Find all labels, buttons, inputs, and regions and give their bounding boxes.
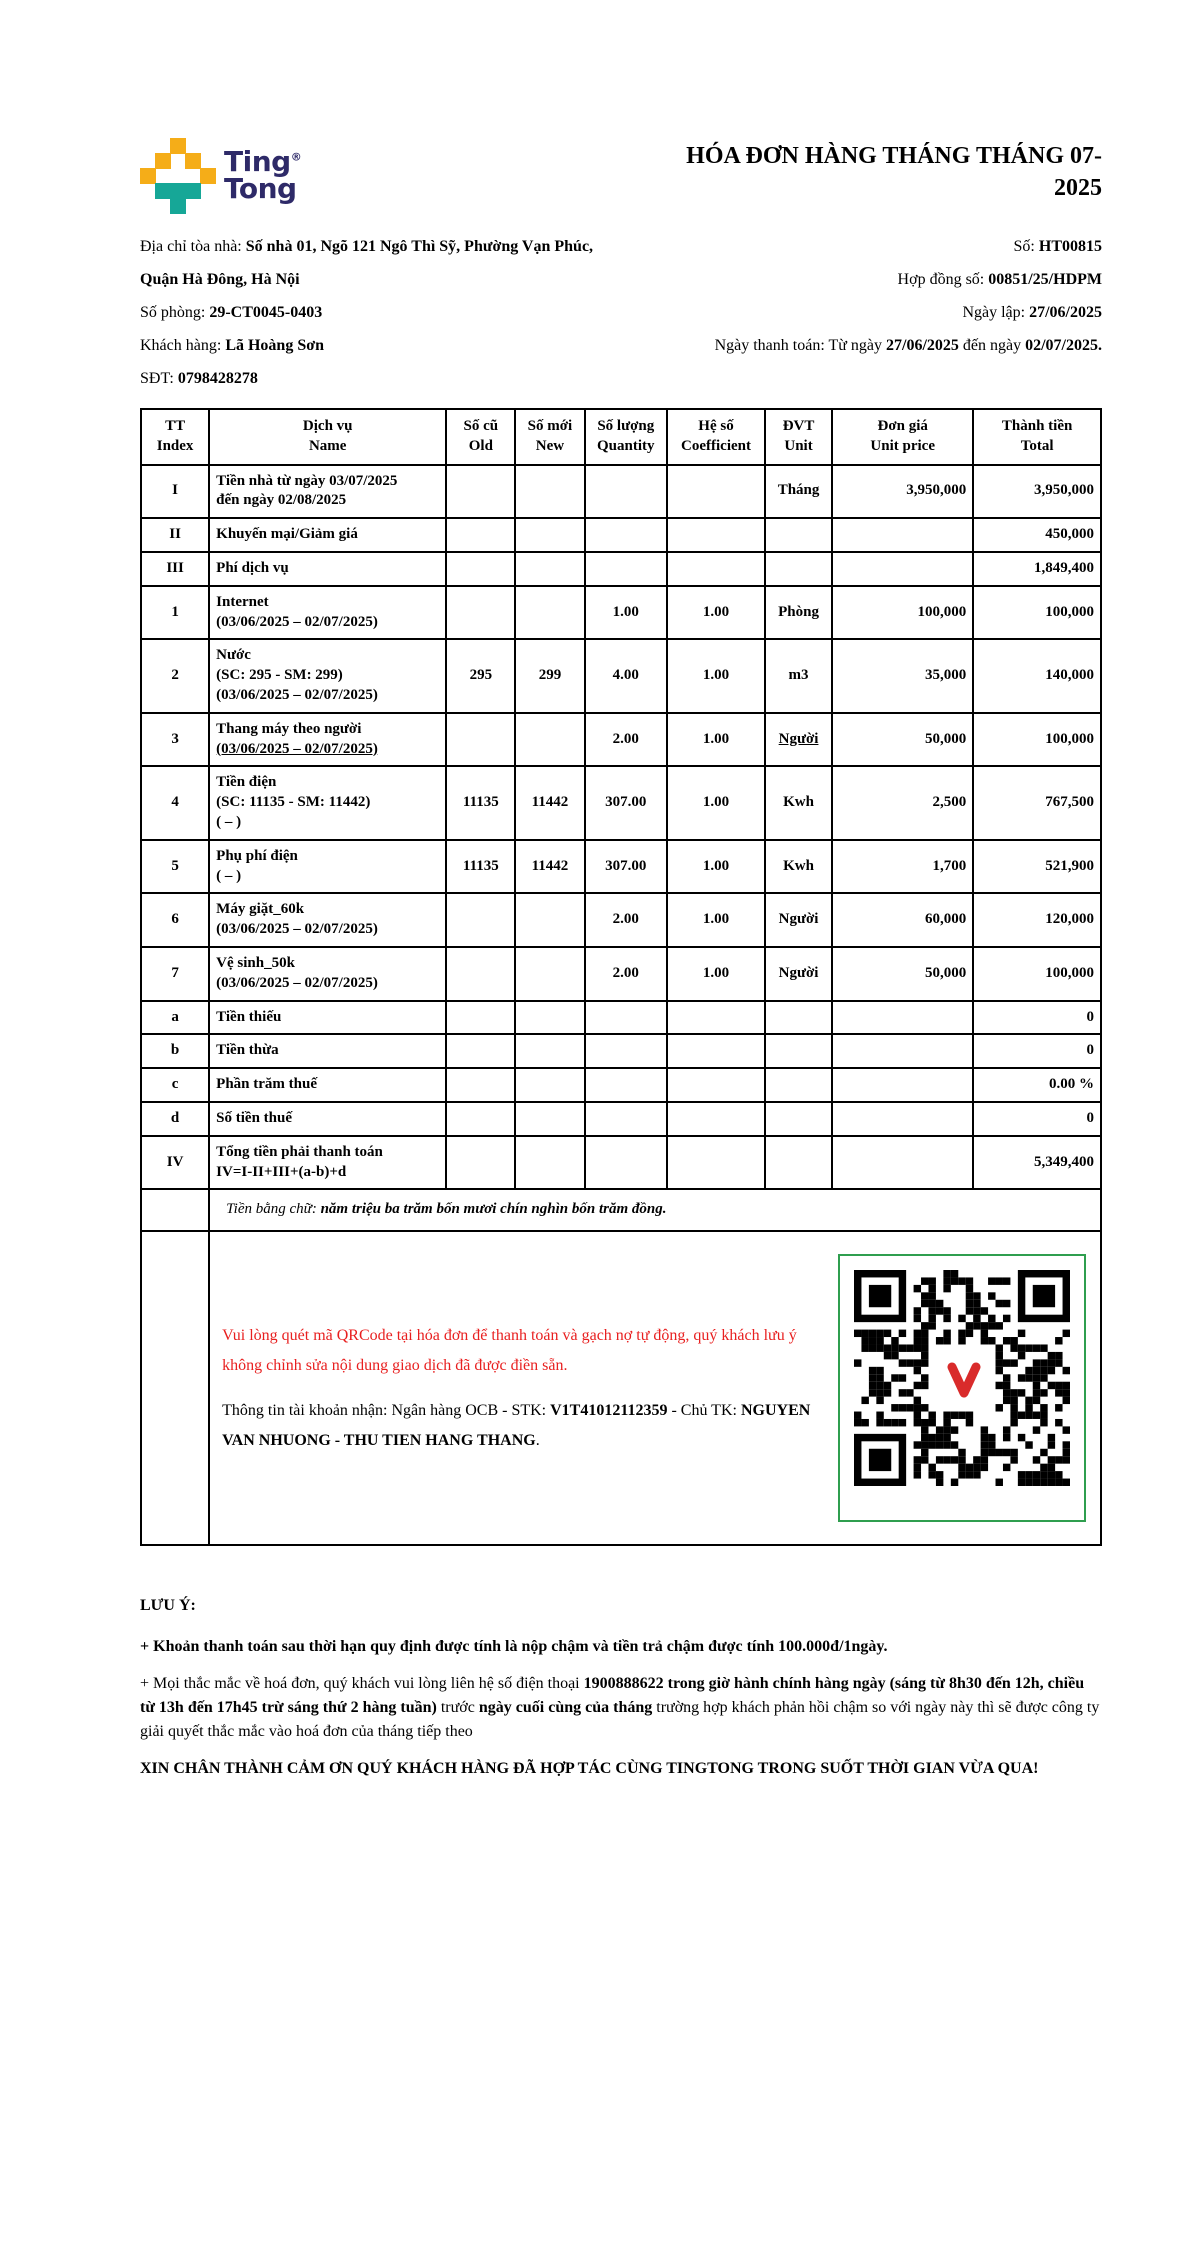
- issue-date: Ngày lập: 27/06/2025: [962, 304, 1102, 321]
- col-header-new: Số mới New: [515, 409, 584, 465]
- cell-qty: [585, 1102, 668, 1136]
- cell-price: [832, 518, 973, 552]
- cell-price: 2,500: [832, 766, 973, 839]
- cell-qty: [585, 1034, 668, 1068]
- customer-name: Khách hàng: Lã Hoàng Sơn: [140, 337, 324, 354]
- cell-tt: 2: [141, 639, 209, 712]
- cell-tt: c: [141, 1068, 209, 1102]
- cell-coef: [667, 465, 765, 519]
- cell-tt: 5: [141, 840, 209, 894]
- cell-new: [515, 1102, 584, 1136]
- table-row: [141, 840, 1101, 894]
- late-payment-note: + Khoản thanh toán sau thời hạn quy định được tính là nộp chậm và tiền trả chậm được tính 100.000đ/1ngày.: [140, 1638, 888, 1656]
- cell-coef: [667, 552, 765, 586]
- table-row: [141, 518, 1101, 552]
- invoice-table-body: [141, 465, 1101, 1190]
- table-row: [141, 1102, 1101, 1136]
- contact-note: + Mọi thắc mắc về hoá đơn, quý khách vui lòng liên hệ số điện thoại 1900888622 trong giờ hành chính hàng ngày (sáng từ 8h30 đến 12h, chiều từ 13h đến 17h45 trừ sáng thứ 2 hàng tuần) trước ngày cuối cùng của tháng trường hợp khách phản hồi chậm so với ngày này thì sẽ được công ty giải quyết thắc mắc vào hoá đơn của tháng tiếp theo: [140, 1675, 1100, 1741]
- cell-old: [446, 1102, 515, 1136]
- cell-coef: [667, 1136, 765, 1190]
- col-header-name: Dịch vụ Name: [209, 409, 446, 465]
- invoice-meta-right: [605, 230, 1102, 395]
- col-header-old: Số cũ Old: [446, 409, 515, 465]
- cell-name: Số tiền thuế: [209, 1102, 446, 1136]
- cell-coef: 1.00: [667, 639, 765, 712]
- cell-name: Nước (SC: 295 - SM: 299) (03/06/2025 – 02/07/2025): [209, 639, 446, 712]
- cell-tt: II: [141, 518, 209, 552]
- cell-qty: 307.00: [585, 840, 668, 894]
- cell-total: 3,950,000: [973, 465, 1101, 519]
- cell-new: [515, 586, 584, 640]
- table-row: [141, 1034, 1101, 1068]
- cell-old: [446, 518, 515, 552]
- customer-phone: SĐT: 0798428278: [140, 370, 258, 387]
- cell-total: 100,000: [973, 713, 1101, 767]
- cell-unit: [765, 518, 832, 552]
- cell-coef: 1.00: [667, 947, 765, 1001]
- cell-coef: 1.00: [667, 766, 765, 839]
- cell-total: 0: [973, 1001, 1101, 1035]
- cell-coef: 1.00: [667, 586, 765, 640]
- cell-name: Tiền điện (SC: 11135 - SM: 11442) ( – ): [209, 766, 446, 839]
- tingtong-logo-icon: [140, 138, 216, 214]
- cell-unit: [765, 1034, 832, 1068]
- table-row: [141, 552, 1101, 586]
- cell-coef: [667, 1102, 765, 1136]
- cell-old: [446, 1034, 515, 1068]
- cell-unit: [765, 1136, 832, 1190]
- cell-qty: 1.00: [585, 586, 668, 640]
- cell-unit: [765, 552, 832, 586]
- cell-qty: [585, 1136, 668, 1190]
- payment-instructions: [222, 1321, 838, 1455]
- tingtong-logo: [140, 138, 301, 214]
- cell-price: 60,000: [832, 893, 973, 947]
- cell-total: 5,349,400: [973, 1136, 1101, 1190]
- cell-new: 299: [515, 639, 584, 712]
- cell-qty: [585, 1001, 668, 1035]
- cell-total: 120,000: [973, 893, 1101, 947]
- cell-tt: 6: [141, 893, 209, 947]
- col-header-unit: ĐVT Unit: [765, 409, 832, 465]
- cell-new: [515, 713, 584, 767]
- cell-old: [446, 713, 515, 767]
- cell-unit: [765, 1001, 832, 1035]
- cell-tt: I: [141, 465, 209, 519]
- table-row: [141, 1068, 1101, 1102]
- cell-name: Internet (03/06/2025 – 02/07/2025): [209, 586, 446, 640]
- cell-old: [446, 947, 515, 1001]
- cell-price: 50,000: [832, 713, 973, 767]
- cell-qty: 2.00: [585, 893, 668, 947]
- notes-title: LƯU Ý:: [140, 1597, 196, 1615]
- amount-in-words-row: [141, 1189, 1101, 1231]
- cell-old: [446, 1136, 515, 1190]
- cell-old: [446, 1001, 515, 1035]
- cell-new: [515, 518, 584, 552]
- cell-coef: [667, 518, 765, 552]
- cell-name: Tiền thừa: [209, 1034, 446, 1068]
- cell-tt: 7: [141, 947, 209, 1001]
- contract-number: Hợp đồng số: 00851/25/HDPM: [897, 271, 1102, 288]
- cell-qty: [585, 1068, 668, 1102]
- cell-qty: 307.00: [585, 766, 668, 839]
- cell-price: 1,700: [832, 840, 973, 894]
- cell-unit: Người: [765, 893, 832, 947]
- cell-price: 3,950,000: [832, 465, 973, 519]
- cell-new: [515, 1068, 584, 1102]
- cell-new: [515, 893, 584, 947]
- cell-price: 50,000: [832, 947, 973, 1001]
- cell-total: 767,500: [973, 766, 1101, 839]
- cell-tt: 4: [141, 766, 209, 839]
- cell-qty: [585, 518, 668, 552]
- invoice-meta-left: [140, 230, 605, 395]
- cell-price: 35,000: [832, 639, 973, 712]
- cell-total: 0.00 %: [973, 1068, 1101, 1102]
- footer-notes: [140, 1594, 1102, 1781]
- cell-unit: Kwh: [765, 766, 832, 839]
- building-address: Địa chỉ tòa nhà: Số nhà 01, Ngõ 121 Ngô Thì Sỹ, Phường Vạn Phúc, Quận Hà Đông, Hà Nội: [140, 238, 594, 288]
- cell-tt: III: [141, 552, 209, 586]
- cell-coef: [667, 1068, 765, 1102]
- col-header-index: TT Index: [141, 409, 209, 465]
- col-header-total: Thành tiền Total: [973, 409, 1101, 465]
- room-number: Số phòng: 29-CT0045-0403: [140, 304, 323, 321]
- cell-new: [515, 552, 584, 586]
- cell-unit: Tháng: [765, 465, 832, 519]
- cell-tt: b: [141, 1034, 209, 1068]
- cell-qty: 4.00: [585, 639, 668, 712]
- invoice-meta: [140, 230, 1102, 395]
- cell-new: [515, 1136, 584, 1190]
- table-row: [141, 713, 1101, 767]
- cell-name: Phí dịch vụ: [209, 552, 446, 586]
- cell-new: [515, 947, 584, 1001]
- table-row: [141, 893, 1101, 947]
- cell-price: [832, 1068, 973, 1102]
- cell-tt: d: [141, 1102, 209, 1136]
- cell-new: [515, 465, 584, 519]
- table-row: [141, 1136, 1101, 1190]
- table-row: [141, 465, 1101, 519]
- cell-unit: Phòng: [765, 586, 832, 640]
- table-row: [141, 1001, 1101, 1035]
- cell-unit: [765, 1068, 832, 1102]
- cell-coef: 1.00: [667, 713, 765, 767]
- invoice-title: HÓA ĐƠN HÀNG THÁNG THÁNG 07- 2025: [686, 143, 1102, 202]
- cell-coef: [667, 1001, 765, 1035]
- cell-new: 11442: [515, 840, 584, 894]
- amount-in-words: Tiền bằng chữ: năm triệu ba trăm bốn mươi chín nghìn bốn trăm đồng.: [209, 1189, 1101, 1231]
- cell-total: 0: [973, 1102, 1101, 1136]
- cell-total: 100,000: [973, 947, 1101, 1001]
- cell-name: Khuyến mại/Giảm giá: [209, 518, 446, 552]
- cell-name: Máy giặt_60k (03/06/2025 – 02/07/2025): [209, 893, 446, 947]
- cell-old: 11135: [446, 840, 515, 894]
- cell-old: [446, 1068, 515, 1102]
- cell-new: [515, 1034, 584, 1068]
- cell-unit: Người: [765, 713, 832, 767]
- table-row: [141, 586, 1101, 640]
- table-row: [141, 947, 1101, 1001]
- cell-price: [832, 552, 973, 586]
- cell-tt: 1: [141, 586, 209, 640]
- table-row: [141, 766, 1101, 839]
- col-header-quantity: Số lượng Quantity: [585, 409, 668, 465]
- cell-qty: [585, 465, 668, 519]
- cell-old: 295: [446, 639, 515, 712]
- cell-old: [446, 893, 515, 947]
- thanks-note: XIN CHÂN THÀNH CẢM ƠN QUÝ KHÁCH HÀNG ĐÃ HỢP TÁC CÙNG TINGTONG TRONG SUỐT THỜI GIAN VỪA QUA!: [140, 1760, 1039, 1778]
- cell-total: 100,000: [973, 586, 1101, 640]
- account-info: Thông tin tài khoản nhận: Ngân hàng OCB - STK: V1T41012112359 - Chủ TK: NGUYEN VAN NHUONG - THU TIEN HANG THANG.: [222, 1402, 811, 1449]
- qr-code: [838, 1254, 1086, 1522]
- cell-unit: Kwh: [765, 840, 832, 894]
- cell-coef: 1.00: [667, 840, 765, 894]
- cell-old: [446, 465, 515, 519]
- table-row: [141, 639, 1101, 712]
- invoice-table-head: [141, 409, 1101, 465]
- cell-tt: 3: [141, 713, 209, 767]
- cell-name: Vệ sinh_50k (03/06/2025 – 02/07/2025): [209, 947, 446, 1001]
- cell-name: Thang máy theo người (03/06/2025 – 02/07/2025): [209, 713, 446, 767]
- cell-new: [515, 1001, 584, 1035]
- cell-name: Tiền thiếu: [209, 1001, 446, 1035]
- vietqr-v-icon: [936, 1352, 992, 1408]
- cell-unit: [765, 1102, 832, 1136]
- cell-qty: 2.00: [585, 713, 668, 767]
- qr-note: Vui lòng quét mã QRCode tại hóa đơn để thanh toán và gạch nợ tự động, quý khách lưu ý không chỉnh sửa nội dung giao dịch đã được điền sẵn.: [222, 1326, 797, 1374]
- cell-price: [832, 1034, 973, 1068]
- cell-name: Phụ phí điện ( – ): [209, 840, 446, 894]
- invoice-table: [140, 408, 1102, 1546]
- cell-unit: Người: [765, 947, 832, 1001]
- cell-old: 11135: [446, 766, 515, 839]
- cell-total: 521,900: [973, 840, 1101, 894]
- col-header-coefficient: Hệ số Coefficient: [667, 409, 765, 465]
- cell-unit: m3: [765, 639, 832, 712]
- cell-name: Tiền nhà từ ngày 03/07/2025 đến ngày 02/08/2025: [209, 465, 446, 519]
- cell-qty: 2.00: [585, 947, 668, 1001]
- cell-price: 100,000: [832, 586, 973, 640]
- cell-total: 0: [973, 1034, 1101, 1068]
- cell-tt: IV: [141, 1136, 209, 1190]
- cell-old: [446, 586, 515, 640]
- invoice-number: Số: HT00815: [1013, 238, 1102, 255]
- cell-price: [832, 1102, 973, 1136]
- cell-total: 140,000: [973, 639, 1101, 712]
- cell-qty: [585, 552, 668, 586]
- cell-price: [832, 1001, 973, 1035]
- cell-name: Phần trăm thuế: [209, 1068, 446, 1102]
- cell-new: 11442: [515, 766, 584, 839]
- cell-total: 1,849,400: [973, 552, 1101, 586]
- payment-row: [141, 1231, 1101, 1545]
- cell-price: [832, 1136, 973, 1190]
- cell-name: Tổng tiền phải thanh toán IV=I-II+III+(a-b)+d: [209, 1136, 446, 1190]
- col-header-unit-price: Đơn giá Unit price: [832, 409, 973, 465]
- page-header: [140, 138, 1102, 214]
- cell-coef: [667, 1034, 765, 1068]
- cell-total: 450,000: [973, 518, 1101, 552]
- cell-tt: a: [141, 1001, 209, 1035]
- cell-old: [446, 552, 515, 586]
- tingtong-logo-text: Ting® Tong: [224, 145, 302, 206]
- payment-date: Ngày thanh toán: Từ ngày 27/06/2025 đến ngày 02/07/2025.: [714, 337, 1102, 354]
- cell-coef: 1.00: [667, 893, 765, 947]
